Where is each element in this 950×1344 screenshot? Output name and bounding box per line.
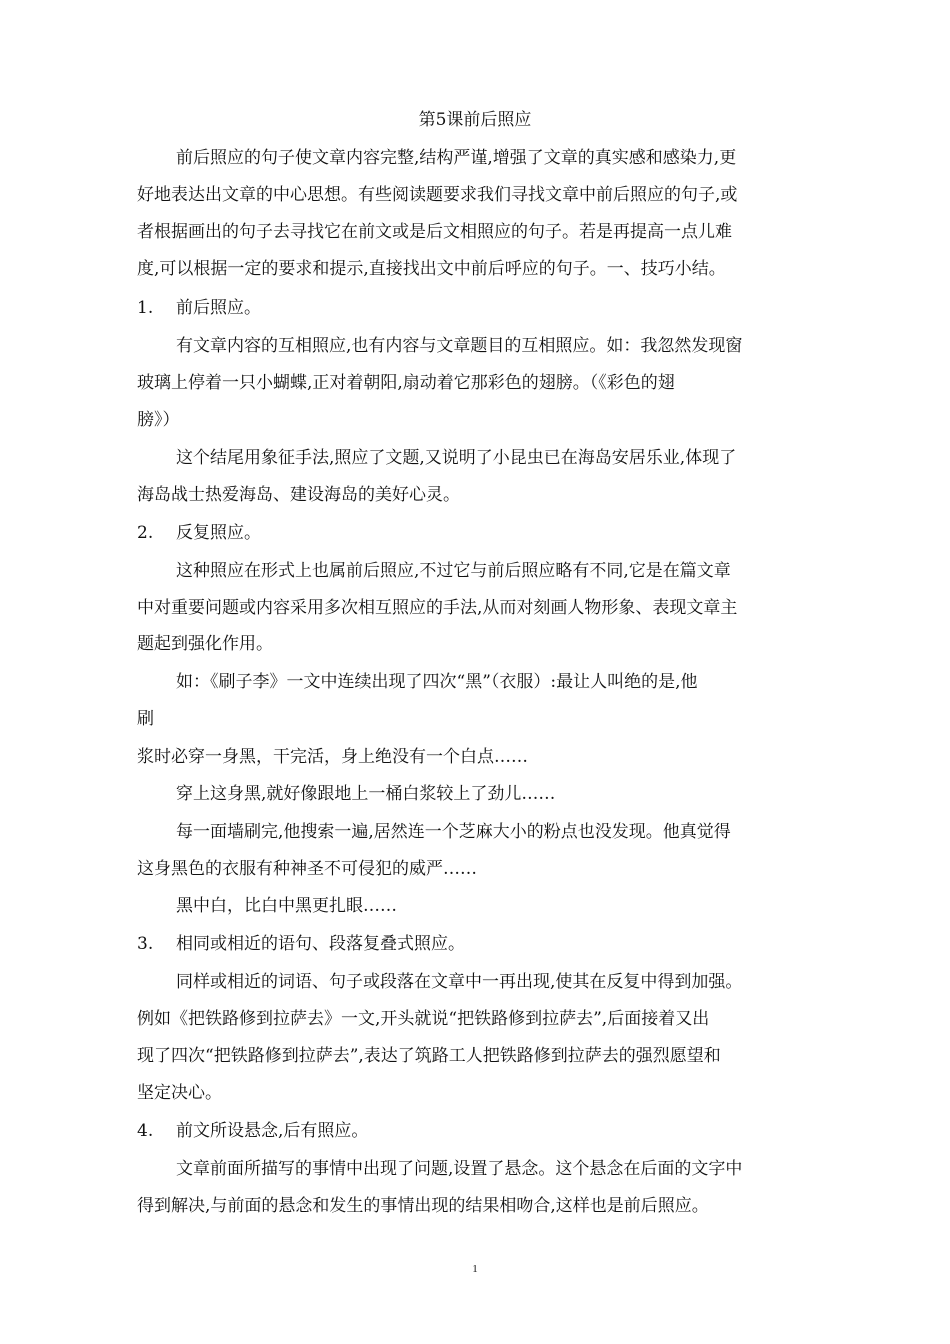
paragraph-line: 同样或相近的词语、句子或段落在文章中一再出现,使其在反复中得到加强。 [176, 972, 743, 992]
section-number: 2. [137, 523, 154, 543]
paragraph-line: 坚定决心。 [137, 1083, 222, 1103]
intro-line: 好地表达出文章的中心思想。有些阅读题要求我们寻找文章中前后照应的句子,或 [137, 185, 738, 205]
paragraph-line: 这身黑色的衣服有种神圣不可侵犯的威严…… [137, 859, 477, 879]
paragraph-line: 每一面墙刷完,他搜索一遍,居然连一个芝麻大小的粉点也没发现。他真觉得 [176, 822, 731, 842]
paragraph-line: 膀》） [137, 410, 180, 430]
paragraph-line: 得到解决,与前面的悬念和发生的事情出现的结果相吻合,这样也是前后照应。 [137, 1196, 709, 1216]
paragraph-line: 玻璃上停着一只小蝴蝶,正对着朝阳,扇动着它那彩色的翅膀。（《彩色的翅 [137, 373, 675, 393]
intro-line: 前后照应的句子使文章内容完整,结构严谨,增强了文章的真实感和感染力,更 [176, 148, 737, 168]
intro-line: 度,可以根据一定的要求和提示,直接找出文中前后呼应的句子。一、技巧小结。 [137, 259, 726, 279]
section-number: 3. [137, 934, 154, 954]
section-heading: 反复照应。 [176, 523, 261, 543]
paragraph-line: 例如《把铁路修到拉萨去》一文,开头就说“把铁路修到拉萨去”,后面接着又出 [137, 1009, 710, 1029]
page-title: 第5课前后照应 [418, 110, 532, 130]
section-heading: 前后照应。 [176, 298, 261, 318]
paragraph-line: 文章前面所描写的事情中出现了问题,设置了悬念。这个悬念在后面的文字中 [176, 1159, 743, 1179]
paragraph-line: 穿上这身黑,就好像跟地上一桶白浆较上了劲儿…… [176, 784, 556, 804]
paragraph-line: 海岛战士热爱海岛、建设海岛的美好心灵。 [137, 485, 460, 505]
section-number: 4. [137, 1121, 154, 1141]
paragraph-line: 这种照应在形式上也属前后照应,不过它与前后照应略有不同,它是在篇文章 [176, 561, 731, 581]
paragraph-line: 如：《刷子李》一文中连续出现了四次“黑”（衣服）:最让人叫绝的是,他 [176, 672, 698, 692]
section-heading: 前文所设悬念,后有照应。 [176, 1121, 369, 1141]
section-number: 1. [137, 298, 154, 318]
intro-line: 者根据画出的句子去寻找它在前文或是后文相照应的句子。若是再提高一点儿难 [137, 222, 732, 242]
paragraph-line: 现了四次“把铁路修到拉萨去”,表达了筑路工人把铁路修到拉萨去的强烈愿望和 [137, 1046, 721, 1066]
paragraph-line: 这个结尾用象征手法,照应了文题,又说明了小昆虫已在海岛安居乐业,体现了 [176, 448, 737, 468]
paragraph-line: 黑中白，比白中黑更扎眼…… [176, 896, 397, 916]
paragraph-line: 题起到强化作用。 [137, 634, 273, 654]
section-heading: 相同或相近的语句、段落复叠式照应。 [176, 934, 465, 954]
paragraph-line: 中对重要问题或内容采用多次相互照应的手法,从而对刻画人物形象、表现文章主 [137, 598, 738, 618]
paragraph-line: 刷 [137, 709, 154, 729]
paragraph-line: 有文章内容的互相照应,也有内容与文章题目的互相照应。如：我忽然发现窗 [176, 336, 743, 356]
page-number: 1 [472, 1263, 478, 1275]
paragraph-line: 浆时必穿一身黑，干完活，身上绝没有一个白点…… [137, 747, 528, 767]
